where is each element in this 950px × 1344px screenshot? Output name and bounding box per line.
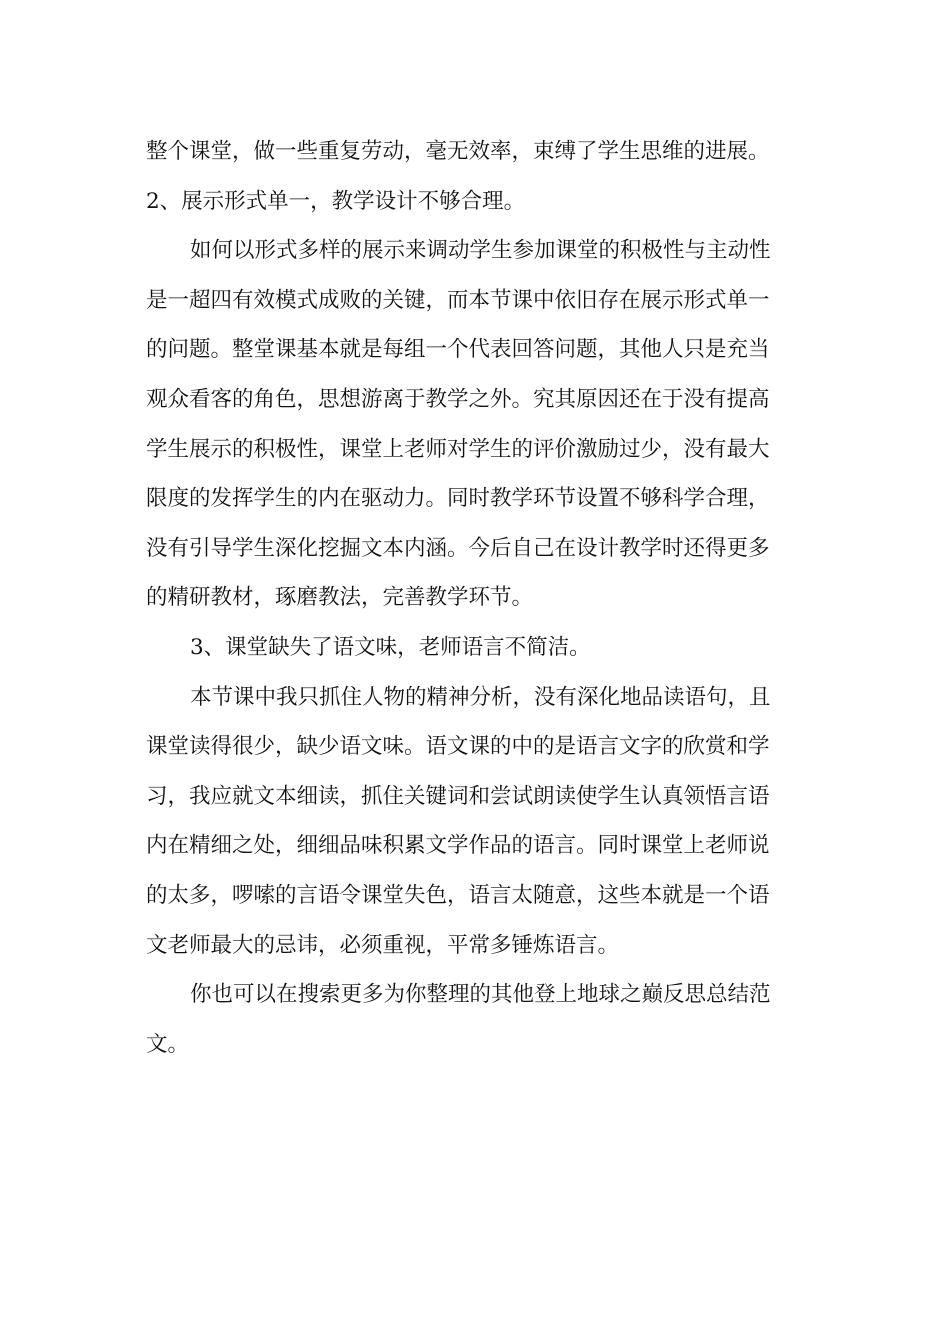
- section-heading: 2、展示形式单一，教学设计不够合理。: [146, 188, 526, 214]
- text-line: 文老师最大的忌讳，必须重视，平常多锤炼语言。: [146, 932, 620, 958]
- text-line: 课堂读得很少，缺少语文味。语文课的中的是语言文字的欣赏和学: [146, 734, 770, 760]
- text-line: 是一超四有效模式成败的关键，而本节课中依旧存在展示形式单一: [146, 287, 770, 313]
- text-line: 文。: [146, 1031, 190, 1057]
- paragraph-first-line: 如何以形式多样的展示来调动学生参加课堂的积极性与主动性: [190, 238, 771, 264]
- text-line: 的问题。整堂课基本就是每组一个代表回答问题，其他人只是充当: [146, 337, 770, 363]
- text-line: 学生展示的积极性，课堂上老师对学生的评价激励过少，没有最大: [146, 436, 770, 462]
- text-line: 内在精细之处，细细品味积累文学作品的语言。同时课堂上老师说: [146, 833, 770, 859]
- text-line: 的精研教材，琢磨教法，完善教学环节。: [146, 585, 534, 611]
- text-line: 习，我应就文本细读，抓住关键词和尝试朗读使学生认真领悟言语: [146, 783, 770, 809]
- text-line: 观众看客的角色，思想游离于教学之外。究其原因还在于没有提高: [146, 386, 770, 412]
- paragraph-first-line: 本节课中我只抓住人物的精神分析，没有深化地品读语句，且: [190, 684, 771, 710]
- text-line: 的太多，啰嗦的言语令课堂失色，语言太随意，这些本就是一个语: [146, 882, 770, 908]
- text-line: 限度的发挥学生的内在驱动力。同时教学环节设置不够科学合理，: [146, 486, 770, 512]
- document-body: [146, 127, 810, 1069]
- paragraph-first-line: 你也可以在搜索更多为你整理的其他登上地球之巅反思总结范: [190, 982, 771, 1008]
- text-line: 整个课堂，做一些重复劳动，毫无效率，束缚了学生思维的进展。: [146, 139, 770, 164]
- section-heading: 3、课堂缺失了语文味，老师语言不简洁。: [190, 634, 591, 660]
- text-line: 没有引导学生深化挖掘文本内涵。今后自己在设计教学时还得更多: [146, 535, 770, 561]
